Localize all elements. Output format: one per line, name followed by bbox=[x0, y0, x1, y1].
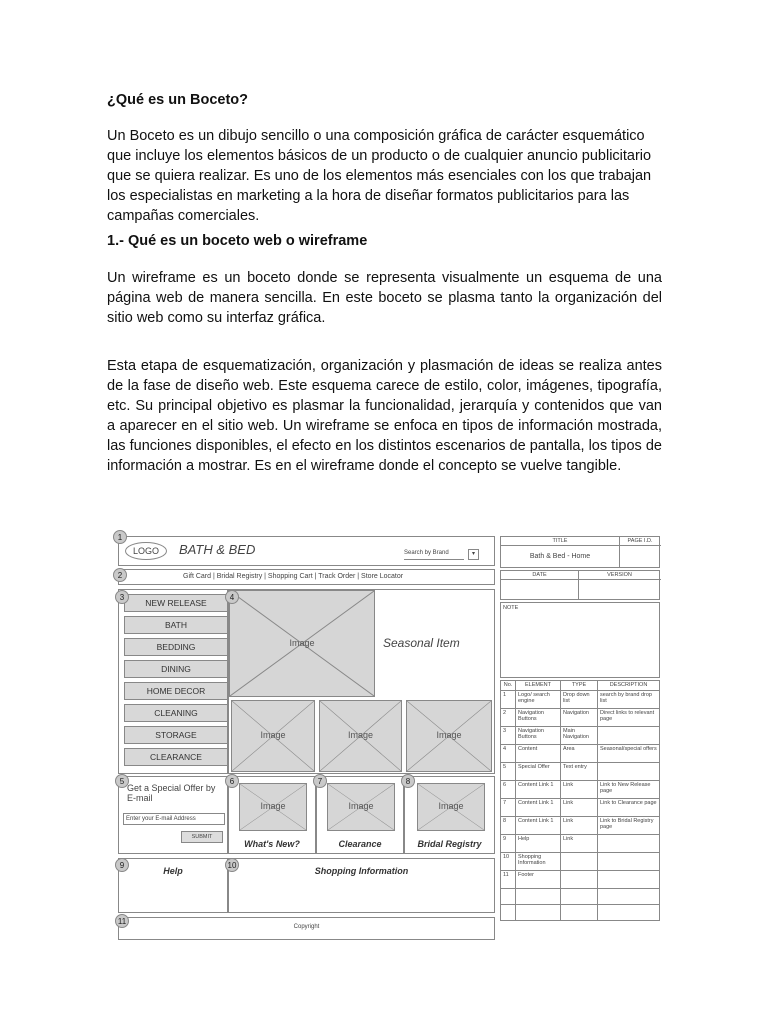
table-cell: Help bbox=[516, 834, 561, 852]
wf-nav-bar bbox=[118, 569, 495, 585]
table-cell bbox=[598, 834, 660, 852]
table-row bbox=[501, 834, 660, 852]
table-cell: 1 bbox=[501, 690, 516, 708]
table-row bbox=[501, 852, 660, 870]
table-row bbox=[501, 708, 660, 726]
table-cell: Link bbox=[561, 816, 598, 834]
table-cell: Footer bbox=[516, 870, 561, 888]
table-cell: Navigation Buttons bbox=[516, 708, 561, 726]
table-cell: Content bbox=[516, 744, 561, 762]
wf-image-placeholder bbox=[319, 700, 402, 772]
wf-header bbox=[118, 536, 495, 566]
wf-promo-box bbox=[404, 776, 495, 854]
wf-image-placeholder bbox=[231, 700, 315, 772]
table-cell bbox=[598, 726, 660, 744]
paragraph-wireframe-stage: Esta etapa de esquematización, organización y plasmación de ideas se realiza antes de la fase de diseño web. Este esquema carece de estilo, color, imágenes, tipografía, etc. Su principal objetivo es plasmar la funcionalidad, jerarquía y contenidos que van a aparecer en el sitio web. Un wireframe se enfoca en tipos de información mostrada, las funciones disponibles, el efecto en los distintos escenarios de pantalla, los tipos de información a mostrar. Es en el wireframe donde el concepto se vuelve tangible. bbox=[107, 358, 662, 474]
table-cell bbox=[516, 888, 561, 904]
table-row bbox=[501, 798, 660, 816]
wf-promo-label: What's New? bbox=[244, 839, 300, 849]
paragraph-intro: Un Boceto es un dibujo sencillo o una composición gráfica de carácter esquemático que incluye los elementos básicos de un producto o de cualquier anuncio publicitario que se quiera realizar. Es uno de los elementos más esenciales con los que trabajan los especialistas en marketing a la hora de diseñar formatos publicitarios para las campañas comerciales. bbox=[107, 128, 652, 224]
table-cell: Navigation Buttons bbox=[516, 726, 561, 744]
wf-offer-box bbox=[118, 776, 228, 854]
table-row bbox=[501, 816, 660, 834]
table-header-row bbox=[501, 681, 660, 691]
table-cell bbox=[561, 888, 598, 904]
wf-meta-title bbox=[500, 536, 660, 568]
table-cell bbox=[598, 904, 660, 920]
spec-header: ELEMENT bbox=[516, 681, 561, 691]
table-cell: 8 bbox=[501, 816, 516, 834]
table-cell: Link to Clearance page bbox=[598, 798, 660, 816]
wf-help-box bbox=[118, 858, 228, 913]
wf-image-placeholder bbox=[327, 783, 395, 831]
table-cell bbox=[598, 870, 660, 888]
wf-brand: BATH & BED bbox=[179, 542, 256, 557]
table-cell: 5 bbox=[501, 762, 516, 780]
table-cell: 7 bbox=[501, 798, 516, 816]
table-cell: Link to New Release page bbox=[598, 780, 660, 798]
meta-version-label: VERSION bbox=[578, 571, 661, 580]
wf-menu-item: STORAGE bbox=[124, 726, 228, 744]
meta-date-label: DATE bbox=[501, 571, 579, 580]
wf-offer-title: Get a Special Offer by E-mail bbox=[127, 783, 216, 803]
table-row-empty bbox=[501, 904, 660, 920]
page-title: ¿Qué es un Boceto? bbox=[107, 92, 248, 108]
table-cell: 6 bbox=[501, 780, 516, 798]
table-cell: Logo/ search engine bbox=[516, 690, 561, 708]
table-cell: Shopping Information bbox=[516, 852, 561, 870]
table-cell bbox=[516, 904, 561, 920]
table-cell: Content Link 1 bbox=[516, 816, 561, 834]
table-row bbox=[501, 780, 660, 798]
meta-note-label: NOTE bbox=[503, 605, 519, 611]
meta-divider bbox=[578, 580, 579, 600]
wf-badge: 5 bbox=[115, 774, 129, 788]
table-cell: Seasonal/special offers bbox=[598, 744, 660, 762]
spec-header: TYPE bbox=[561, 681, 598, 691]
spec-header: No. bbox=[501, 681, 516, 691]
table-cell bbox=[501, 904, 516, 920]
wf-menu-item: DINING bbox=[124, 660, 228, 678]
table-cell: Special Offer bbox=[516, 762, 561, 780]
wf-badge: 3 bbox=[115, 590, 129, 604]
wf-promo-label: Bridal Registry bbox=[417, 839, 482, 849]
wf-email-input: Enter your E-mail Address bbox=[123, 813, 225, 825]
wf-menu-item: CLEANING bbox=[124, 704, 228, 722]
table-cell: Text entry bbox=[561, 762, 598, 780]
wf-image-placeholder bbox=[417, 783, 485, 831]
chevron-down-icon: ▾ bbox=[468, 549, 479, 560]
wf-image-placeholder bbox=[406, 700, 492, 772]
meta-page-id-label: PAGE I.D. bbox=[619, 537, 661, 546]
wf-promo-box bbox=[228, 776, 316, 854]
paragraph-wireframe-def: Un wireframe es un boceto donde se representa visualmente un esquema de una página web de manera sencilla. En este boceto se plasma tanto la organización del sitio web como su interfaz gráfica. bbox=[107, 270, 662, 326]
table-cell: Content Link 1 bbox=[516, 798, 561, 816]
table-cell: Area bbox=[561, 744, 598, 762]
wireframe-figure bbox=[113, 528, 661, 944]
table-cell: Navigation bbox=[561, 708, 598, 726]
table-row-empty bbox=[501, 888, 660, 904]
table-cell bbox=[561, 870, 598, 888]
meta-title-label: TITLE bbox=[501, 537, 620, 546]
table-cell: Link bbox=[561, 798, 598, 816]
wf-promo-box bbox=[316, 776, 404, 854]
table-row bbox=[501, 870, 660, 888]
wf-badge: 8 bbox=[401, 774, 415, 788]
table-cell: 4 bbox=[501, 744, 516, 762]
wf-meta-date bbox=[500, 570, 660, 600]
table-cell: search by brand drop list bbox=[598, 690, 660, 708]
table-cell: Link to Bridal Registry page bbox=[598, 816, 660, 834]
table-cell bbox=[561, 904, 598, 920]
image-label: Image bbox=[438, 801, 464, 811]
wf-image-placeholder bbox=[239, 783, 307, 831]
wf-badge: 9 bbox=[115, 858, 129, 872]
image-label: Image bbox=[260, 801, 286, 811]
wf-menu-item: BATH bbox=[124, 616, 228, 634]
table-cell: Drop down list bbox=[561, 690, 598, 708]
image-label: Image bbox=[289, 637, 315, 648]
wf-shopping-box bbox=[228, 858, 495, 913]
image-label: Image bbox=[347, 730, 373, 740]
wf-menu-item: NEW RELEASE bbox=[124, 594, 228, 612]
table-cell: Main Navigation bbox=[561, 726, 598, 744]
wf-sidebar bbox=[118, 589, 228, 774]
wf-logo: LOGO bbox=[125, 542, 167, 560]
table-cell: Link bbox=[561, 834, 598, 852]
wf-content-area bbox=[228, 589, 495, 774]
wf-badge: 10 bbox=[225, 858, 239, 872]
wf-meta-note bbox=[500, 602, 660, 678]
wf-badge: 4 bbox=[225, 590, 239, 604]
table-row bbox=[501, 762, 660, 780]
table-cell: 3 bbox=[501, 726, 516, 744]
wf-shopping-label: Shopping Information bbox=[314, 866, 409, 876]
table-cell bbox=[598, 888, 660, 904]
table-row bbox=[501, 744, 660, 762]
wf-badge: 7 bbox=[313, 774, 327, 788]
image-label: Image bbox=[260, 730, 286, 740]
wf-nav-links: Gift Card | Bridal Registry | Shopping Cart | Track Order | Store Locator bbox=[183, 573, 404, 580]
table-cell: 10 bbox=[501, 852, 516, 870]
wf-footer bbox=[118, 917, 495, 940]
table-row bbox=[501, 726, 660, 744]
table-row bbox=[501, 690, 660, 708]
wf-search-input: Search by Brand bbox=[404, 550, 464, 560]
wf-promo-label: Clearance bbox=[338, 839, 382, 849]
wf-badge: 11 bbox=[115, 914, 129, 928]
wf-help-label: Help bbox=[163, 866, 183, 876]
wf-menu-item: CLEARANCE bbox=[124, 748, 228, 766]
meta-title-value: Bath & Bed - Home bbox=[501, 546, 620, 568]
table-cell bbox=[561, 852, 598, 870]
wf-menu-item: HOME DECOR bbox=[124, 682, 228, 700]
wf-badge: 6 bbox=[225, 774, 239, 788]
section-heading: 1.- Qué es un boceto web o wireframe bbox=[107, 233, 368, 249]
table-cell bbox=[598, 762, 660, 780]
wf-spec-table bbox=[500, 680, 660, 921]
wf-badge: 2 bbox=[113, 568, 127, 582]
table-cell: Link bbox=[561, 780, 598, 798]
image-label: Image bbox=[348, 801, 374, 811]
table-cell: Direct links to relevant page bbox=[598, 708, 660, 726]
table-cell: 2 bbox=[501, 708, 516, 726]
table-cell bbox=[501, 888, 516, 904]
wf-menu-item: BEDDING bbox=[124, 638, 228, 656]
wf-badge: 1 bbox=[113, 530, 127, 544]
table-cell bbox=[598, 852, 660, 870]
image-label: Image bbox=[436, 730, 462, 740]
wf-copyright: Copyright bbox=[293, 924, 320, 930]
table-cell: 9 bbox=[501, 834, 516, 852]
wf-submit-button: SUBMIT bbox=[181, 831, 223, 843]
table-cell: 11 bbox=[501, 870, 516, 888]
spec-header: DESCRIPTION bbox=[598, 681, 660, 691]
table-cell: Content Link 1 bbox=[516, 780, 561, 798]
wf-seasonal-item: Seasonal Item bbox=[383, 636, 460, 650]
wf-image-placeholder bbox=[229, 590, 375, 697]
